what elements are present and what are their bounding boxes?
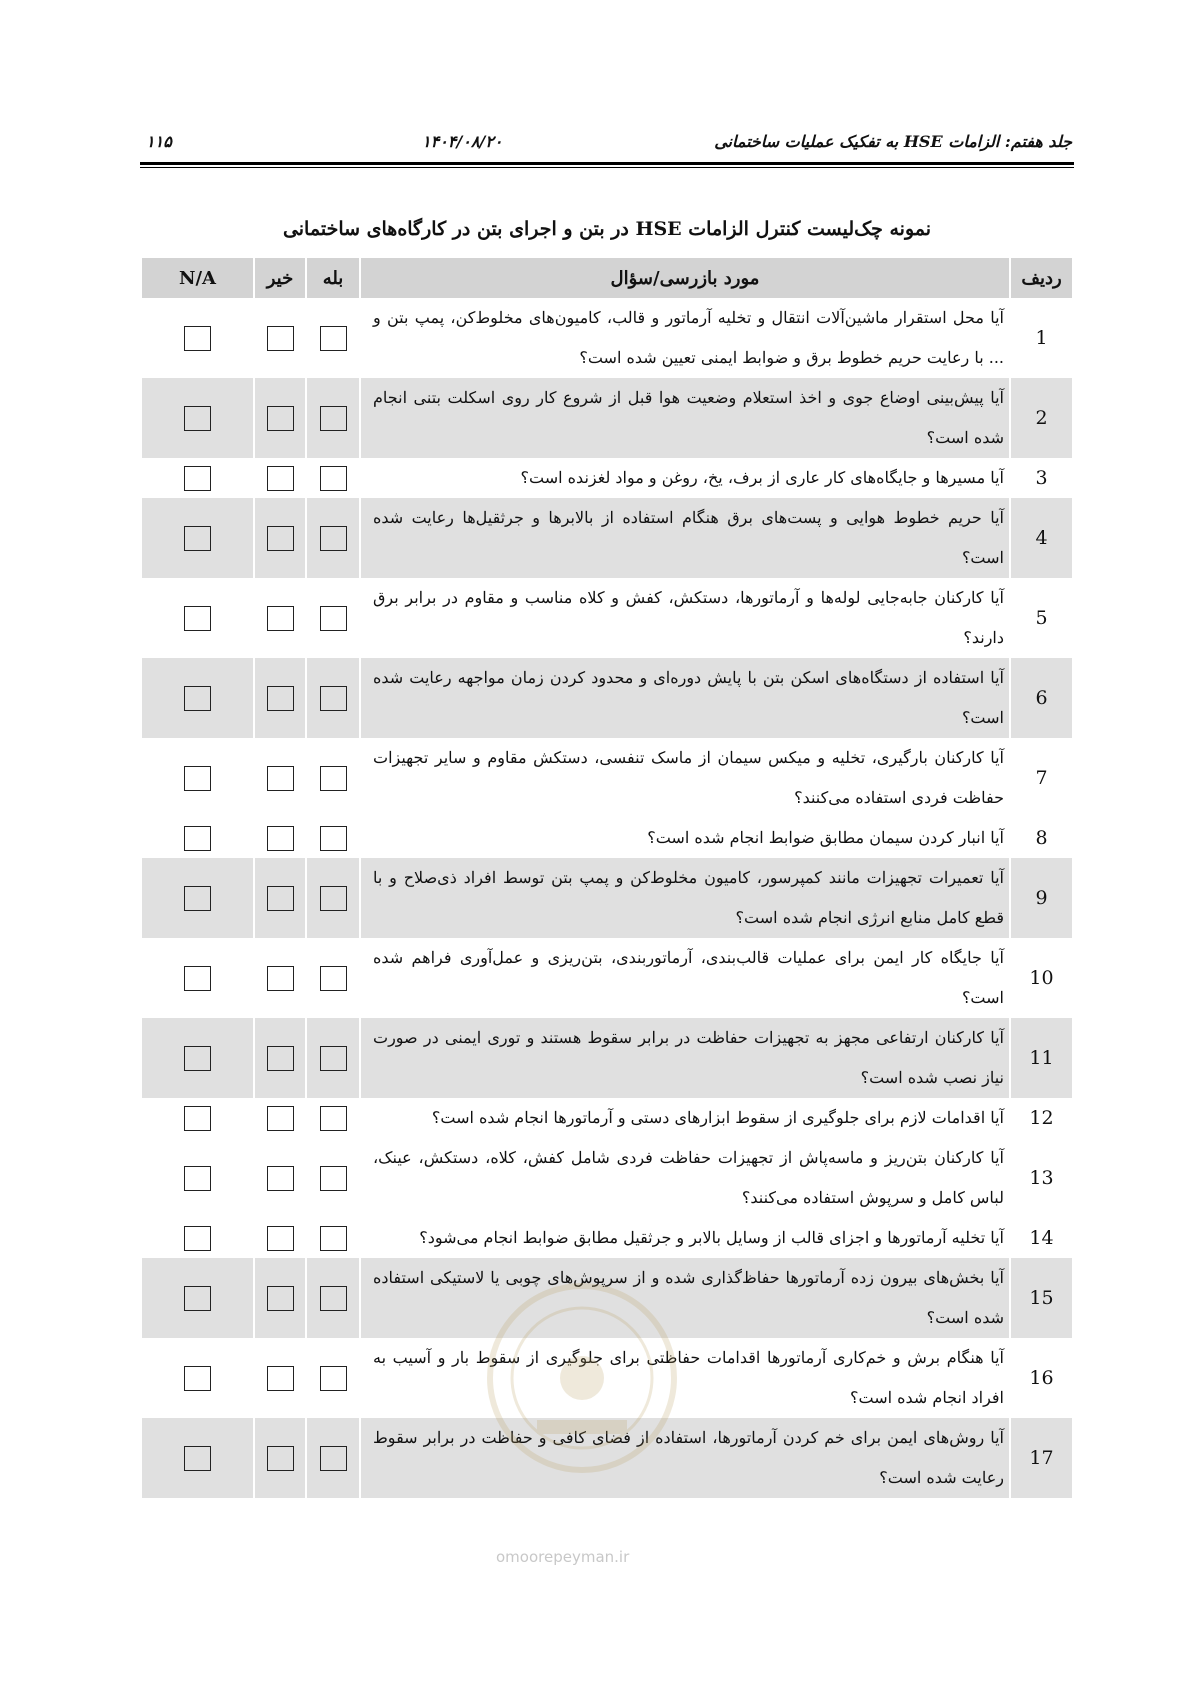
table-row [142, 458, 1072, 498]
checkbox-no[interactable] [267, 466, 294, 491]
row-number: 12 [1010, 1098, 1072, 1138]
checkbox-no[interactable] [267, 606, 294, 631]
table-row [142, 818, 1072, 858]
header-question: مورد بازرسی/سؤال [360, 258, 1010, 298]
cell-na [142, 1098, 254, 1138]
checkbox-yes[interactable] [320, 1166, 347, 1191]
cell-no [254, 818, 306, 858]
cell-no [254, 378, 306, 458]
cell-yes [306, 1098, 360, 1138]
book-title: جلد هفتم: الزامات HSE به تفکیک عملیات ساختمانی [714, 132, 1072, 151]
table-row [142, 498, 1072, 578]
checkbox-na[interactable] [184, 406, 211, 431]
cell-yes [306, 298, 360, 378]
checkbox-no[interactable] [267, 406, 294, 431]
cell-yes [306, 1218, 360, 1258]
cell-na [142, 498, 254, 578]
question-text: آیا جایگاه کار ایمن برای عملیات قالب‌بندی، آرماتوربندی، بتن‌ریزی و عمل‌آوری فراهم شده است؟ [360, 938, 1010, 1018]
checkbox-yes[interactable] [320, 526, 347, 551]
checkbox-na[interactable] [184, 966, 211, 991]
checkbox-no[interactable] [267, 326, 294, 351]
table-row [142, 298, 1072, 378]
cell-no [254, 1018, 306, 1098]
table-row [142, 1138, 1072, 1218]
checkbox-na[interactable] [184, 606, 211, 631]
page-header [140, 128, 1072, 156]
cell-yes [306, 378, 360, 458]
question-text: آیا مسیرها و جایگاه‌های کار عاری از برف، یخ، روغن و مواد لغزنده است؟ [360, 458, 1010, 498]
row-number: 3 [1010, 458, 1072, 498]
question-text: آیا هنگام برش و خم‌کاری آرماتورها اقدامات حفاظتی برای جلوگیری از سقوط بار و آسیب به افراد انجام شده است؟ [360, 1338, 1010, 1418]
checkbox-na[interactable] [184, 526, 211, 551]
checkbox-no[interactable] [267, 1366, 294, 1391]
question-text: آیا انبار کردن سیمان مطابق ضوابط انجام شده است؟ [360, 818, 1010, 858]
question-text: آیا کارکنان بارگیری، تخلیه و میکس سیمان از ماسک تنفسی، دستکش مقاوم و سایر تجهیزات حفاظت فردی استفاده می‌کنند؟ [360, 738, 1010, 818]
cell-no [254, 498, 306, 578]
cell-na [142, 578, 254, 658]
checkbox-na[interactable] [184, 1046, 211, 1071]
checkbox-no[interactable] [267, 686, 294, 711]
checkbox-yes[interactable] [320, 1106, 347, 1131]
row-number: 7 [1010, 738, 1072, 818]
checkbox-yes[interactable] [320, 766, 347, 791]
cell-yes [306, 738, 360, 818]
checkbox-no[interactable] [267, 1226, 294, 1251]
checkbox-na[interactable] [184, 1286, 211, 1311]
checkbox-na[interactable] [184, 1166, 211, 1191]
cell-na [142, 738, 254, 818]
cell-na [142, 1138, 254, 1218]
checkbox-yes[interactable] [320, 1286, 347, 1311]
checkbox-na[interactable] [184, 326, 211, 351]
row-number: 10 [1010, 938, 1072, 1018]
cell-yes [306, 858, 360, 938]
question-text: آیا حریم خطوط هوایی و پست‌های برق هنگام استفاده از بالابرها و جرثقیل‌ها رعایت شده است؟ [360, 498, 1010, 578]
checkbox-na[interactable] [184, 1366, 211, 1391]
checkbox-yes[interactable] [320, 886, 347, 911]
question-text: آیا روش‌های ایمن برای خم کردن آرماتورها، استفاده از فضای کافی و حفاظت در برابر سقوط رعایت شده است؟ [360, 1418, 1010, 1498]
cell-no [254, 1138, 306, 1218]
cell-yes [306, 498, 360, 578]
header-row-number: ردیف [1010, 258, 1072, 298]
question-text: آیا کارکنان جابه‌جایی لوله‌ها و آرماتورها، دستکش، کفش و کلاه مناسب و مقاوم در برابر برق دارند؟ [360, 578, 1010, 658]
cell-na [142, 1338, 254, 1418]
cell-na [142, 1418, 254, 1498]
cell-yes [306, 818, 360, 858]
checkbox-na[interactable] [184, 686, 211, 711]
checkbox-na[interactable] [184, 1446, 211, 1471]
row-number: 6 [1010, 658, 1072, 738]
checkbox-no[interactable] [267, 1446, 294, 1471]
cell-yes [306, 1258, 360, 1338]
checkbox-no[interactable] [267, 1286, 294, 1311]
question-text: آیا تعمیرات تجهیزات مانند کمپرسور، کامیون مخلوط‌کن و پمپ بتن توسط افراد ذی‌صلاح و با قطع کامل منابع انرژی انجام شده است؟ [360, 858, 1010, 938]
header-rule-thick [140, 162, 1074, 165]
cell-na [142, 938, 254, 1018]
checkbox-no[interactable] [267, 886, 294, 911]
cell-no [254, 658, 306, 738]
checkbox-yes[interactable] [320, 826, 347, 851]
row-number: 17 [1010, 1418, 1072, 1498]
cell-no [254, 738, 306, 818]
header-rule-thin [140, 167, 1074, 168]
row-number: 15 [1010, 1258, 1072, 1338]
checkbox-yes[interactable] [320, 466, 347, 491]
cell-no [254, 938, 306, 1018]
checkbox-no[interactable] [267, 826, 294, 851]
cell-no [254, 1098, 306, 1138]
checkbox-yes[interactable] [320, 1366, 347, 1391]
checkbox-na[interactable] [184, 1106, 211, 1131]
page-number: ۱۱۵ [146, 132, 172, 151]
header-no: خیر [254, 258, 306, 298]
table-row [142, 1018, 1072, 1098]
question-text: آیا پیش‌بینی اوضاع جوی و اخذ استعلام وضعیت هوا قبل از شروع کار روی اسکلت بتنی انجام شده است؟ [360, 378, 1010, 458]
table-row [142, 858, 1072, 938]
table-row [142, 578, 1072, 658]
cell-no [254, 1218, 306, 1258]
cell-na [142, 858, 254, 938]
checkbox-no[interactable] [267, 766, 294, 791]
cell-no [254, 458, 306, 498]
question-text: آیا تخلیه آرماتورها و اجزای قالب از وسایل بالابر و جرثقیل مطابق ضوابط انجام می‌شود؟ [360, 1218, 1010, 1258]
checkbox-na[interactable] [184, 766, 211, 791]
cell-no [254, 858, 306, 938]
cell-no [254, 1258, 306, 1338]
checkbox-yes[interactable] [320, 1446, 347, 1471]
checkbox-na[interactable] [184, 886, 211, 911]
question-text: آیا استفاده از دستگاه‌های اسکن بتن با پایش دوره‌ای و محدود کردن زمان مواجهه رعایت شده است؟ [360, 658, 1010, 738]
question-text: آیا اقدامات لازم برای جلوگیری از سقوط ابزارهای دستی و آرماتورها انجام شده است؟ [360, 1098, 1010, 1138]
cell-na [142, 1018, 254, 1098]
cell-na [142, 818, 254, 858]
cell-yes [306, 1338, 360, 1418]
cell-no [254, 1338, 306, 1418]
row-number: 4 [1010, 498, 1072, 578]
cell-yes [306, 458, 360, 498]
cell-yes [306, 1138, 360, 1218]
cell-na [142, 298, 254, 378]
checkbox-na[interactable] [184, 466, 211, 491]
row-number: 9 [1010, 858, 1072, 938]
cell-no [254, 1418, 306, 1498]
question-text: آیا محل استقرار ماشین‌آلات انتقال و تخلیه آرماتور و قالب، کامیون‌های مخلوط‌کن، پمپ بتن و ... با رعایت حریم خطوط برق و ضوابط ایمنی تعیین شده است؟ [360, 298, 1010, 378]
row-number: 1 [1010, 298, 1072, 378]
seal-watermark [482, 1248, 682, 1548]
cell-na [142, 658, 254, 738]
row-number: 13 [1010, 1138, 1072, 1218]
cell-yes [306, 1418, 360, 1498]
checklist-title: نمونه چک‌لیست کنترل الزامات HSE در بتن و اجرای بتن در کارگاه‌های ساختمانی [282, 218, 932, 240]
cell-no [254, 298, 306, 378]
checkbox-yes[interactable] [320, 606, 347, 631]
table-row [142, 938, 1072, 1018]
row-number: 11 [1010, 1018, 1072, 1098]
question-text: آیا بخش‌های بیرون زده آرماتورها حفاظ‌گذاری شده و از سرپوش‌های چوبی یا لاستیکی استفاده شده است؟ [360, 1258, 1010, 1338]
cell-yes [306, 578, 360, 658]
cell-yes [306, 1018, 360, 1098]
cell-na [142, 1258, 254, 1338]
cell-no [254, 578, 306, 658]
table-row [142, 378, 1072, 458]
question-text: آیا کارکنان ارتفاعی مجهز به تجهیزات حفاظت در برابر سقوط هستند و توری ایمنی در صورت نیاز نصب شده است؟ [360, 1018, 1010, 1098]
checkbox-no[interactable] [267, 1106, 294, 1131]
row-number: 8 [1010, 818, 1072, 858]
checkbox-yes[interactable] [320, 1046, 347, 1071]
checkbox-na[interactable] [184, 1226, 211, 1251]
checkbox-yes[interactable] [320, 326, 347, 351]
cell-yes [306, 938, 360, 1018]
checkbox-na[interactable] [184, 826, 211, 851]
cell-na [142, 378, 254, 458]
row-number: 16 [1010, 1338, 1072, 1418]
table-row [142, 738, 1072, 818]
cell-na [142, 1218, 254, 1258]
header-yes: بله [306, 258, 360, 298]
checkbox-no[interactable] [267, 1046, 294, 1071]
checkbox-no[interactable] [267, 966, 294, 991]
row-number: 5 [1010, 578, 1072, 658]
checkbox-yes[interactable] [320, 406, 347, 431]
checkbox-yes[interactable] [320, 686, 347, 711]
row-number: 14 [1010, 1218, 1072, 1258]
question-text: آیا کارکنان بتن‌ریز و ماسه‌پاش از تجهیزات حفاظت فردی شامل کفش، کلاه، دستکش، عینک، لباس کامل و سرپوش استفاده می‌کنند؟ [360, 1138, 1010, 1218]
header-na: N/A [142, 258, 254, 298]
checkbox-yes[interactable] [320, 1226, 347, 1251]
checkbox-yes[interactable] [320, 966, 347, 991]
checkbox-no[interactable] [267, 1166, 294, 1191]
table-row [142, 658, 1072, 738]
table-row [142, 1098, 1072, 1138]
table-header-row [142, 258, 1072, 298]
cell-na [142, 458, 254, 498]
row-number: 2 [1010, 378, 1072, 458]
header-date: ۱۴۰۴/۰۸/۲۰ [422, 132, 503, 151]
watermark-url: omoorepeyman.ir [496, 1548, 630, 1566]
checkbox-no[interactable] [267, 526, 294, 551]
cell-yes [306, 658, 360, 738]
